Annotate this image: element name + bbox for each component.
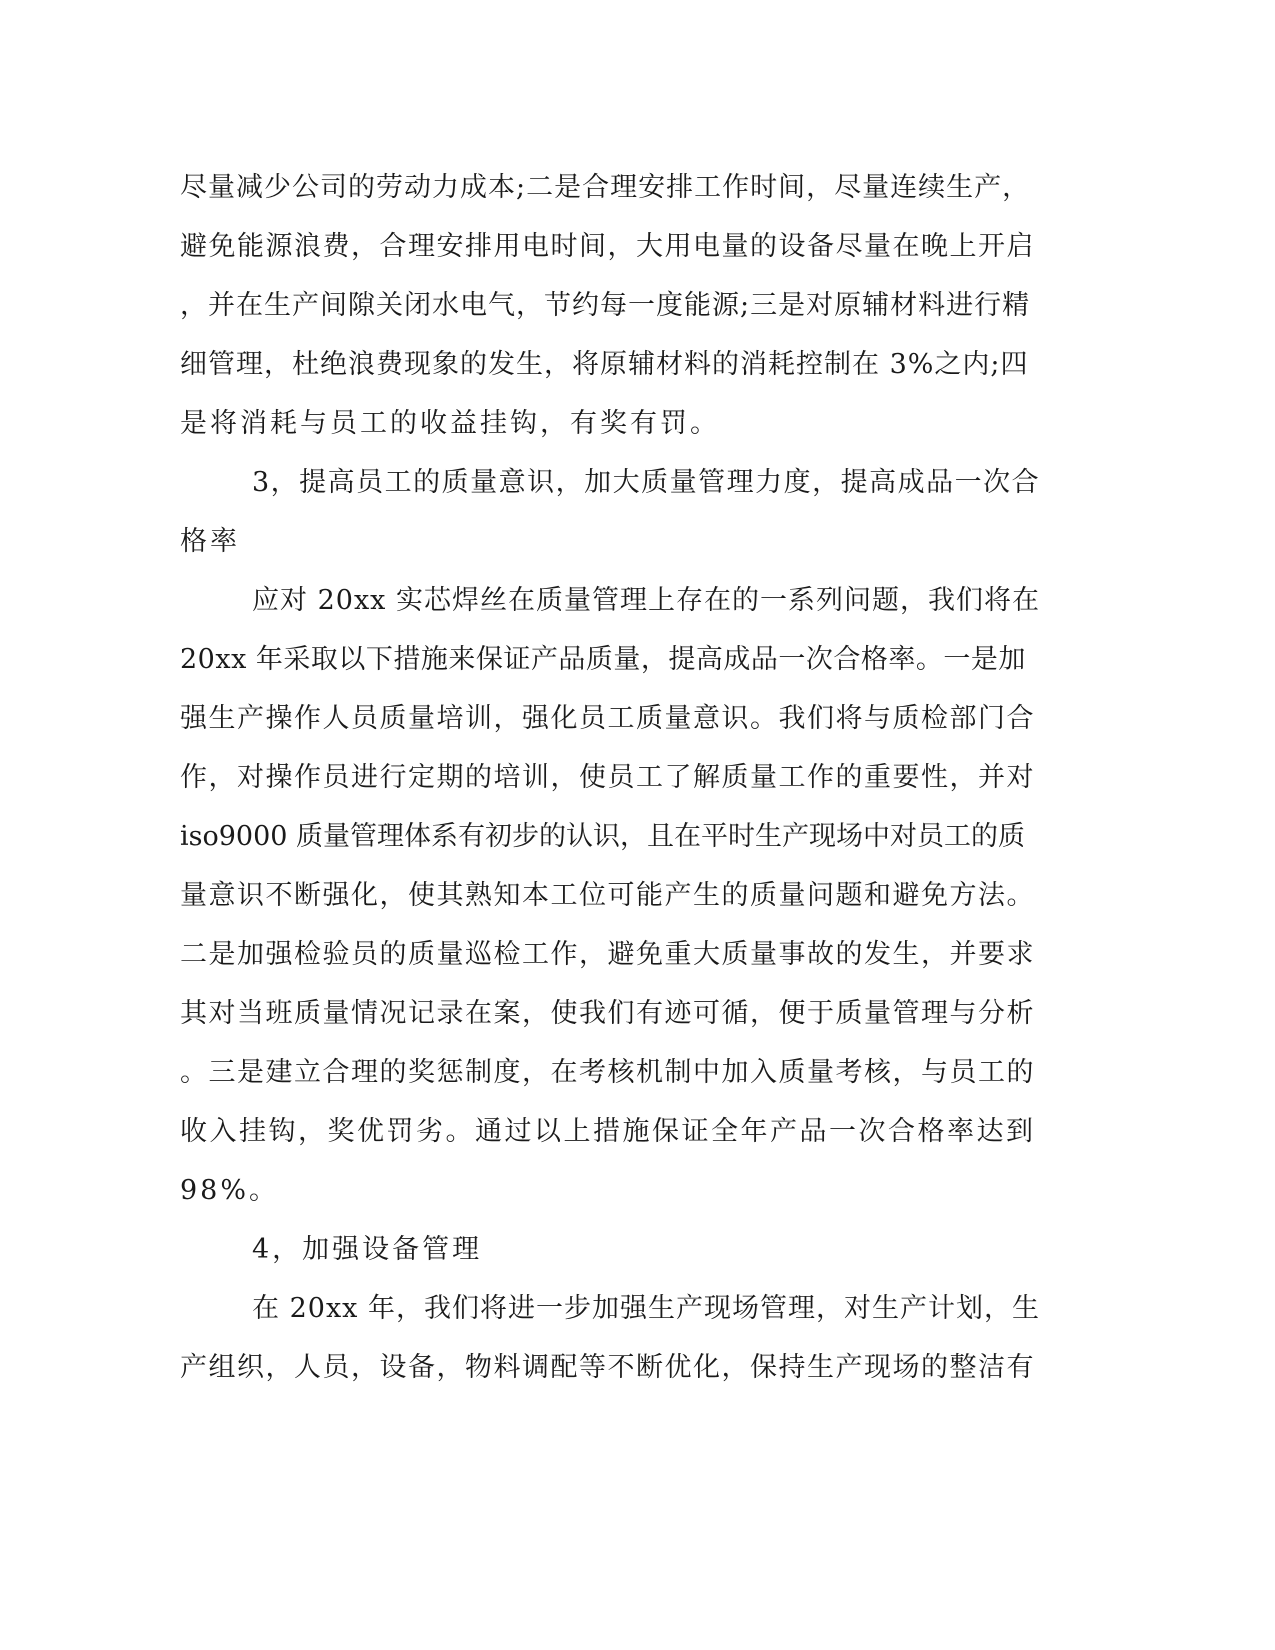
text-line: 收入挂钩，奖优罚劣。通过以上措施保证全年产品一次合格率达到: [180, 1116, 1036, 1147]
body-text: [180, 158, 1040, 1397]
text-line: 是将消耗与员工的收益挂钩，有奖有罚。: [180, 408, 720, 439]
text-line: 细管理，杜绝浪费现象的发生，将原辅材料的消耗控制在 3%之内;四: [180, 349, 1029, 380]
text-line: ，并在生产间隙关闭水电气，节约每一度能源;三是对原辅材料进行精: [180, 290, 1031, 321]
text-line: 二是加强检验员的质量巡检工作，避免重大质量事故的发生，并要求: [180, 939, 1035, 970]
text-line: 应对 20xx 实芯焊丝在质量管理上存在的一系列问题，我们将在: [252, 585, 1040, 616]
text-line: iso9000 质量管理体系有初步的认识，且在平时生产现场中对员工的质: [180, 821, 1026, 852]
section-heading-3: 3，提高员工的质量意识，加大质量管理力度，提高成品一次合: [252, 467, 1041, 498]
text-line: 避免能源浪费，合理安排用电时间，大用电量的设备尽量在晚上开启: [180, 231, 1035, 262]
text-line: 98%。: [180, 1175, 280, 1206]
text-line: 量意识不断强化，使其熟知本工位可能产生的质量问题和避免方法。: [180, 880, 1035, 911]
text-line: 。三是建立合理的奖惩制度，在考核机制中加入质量考核，与员工的: [180, 1057, 1035, 1088]
text-line: 在 20xx 年，我们将进一步加强生产现场管理，对生产计划，生: [252, 1293, 1040, 1324]
section-heading-3-cont: 格率: [180, 526, 240, 557]
text-line: 作，对操作员进行定期的培训，使员工了解质量工作的重要性，并对: [180, 762, 1035, 793]
section-heading-4: 4，加强设备管理: [252, 1234, 483, 1265]
text-line: 强生产操作人员质量培训，强化员工质量意识。我们将与质检部门合: [180, 703, 1035, 734]
text-line: 尽量减少公司的劳动力成本;二是合理安排工作时间，尽量连续生产，: [180, 172, 1031, 203]
text-line: 产组织，人员，设备，物料调配等不断优化，保持生产现场的整洁有: [180, 1352, 1035, 1383]
text-line: 其对当班质量情况记录在案，使我们有迹可循，便于质量管理与分析: [180, 998, 1035, 1029]
text-line: 20xx 年采取以下措施来保证产品质量，提高成品一次合格率。一是加: [180, 644, 1026, 675]
